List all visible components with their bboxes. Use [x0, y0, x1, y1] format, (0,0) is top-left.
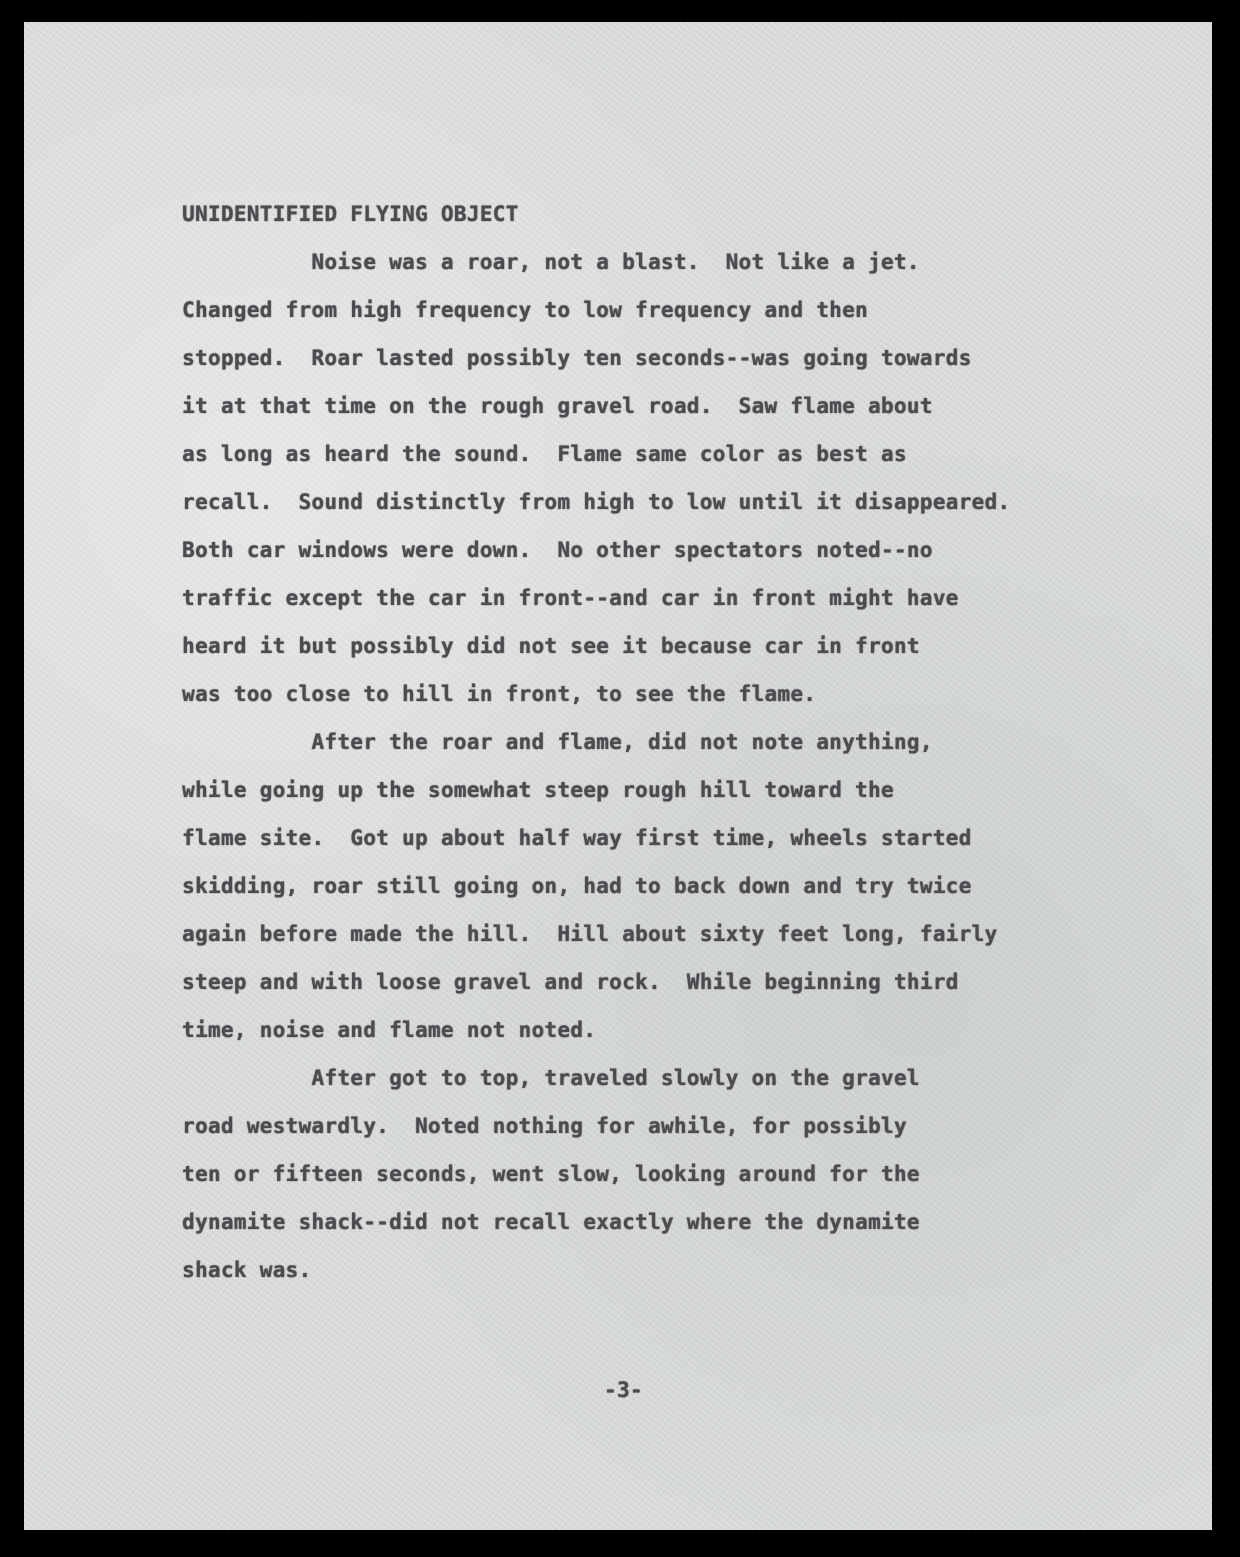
text-line: flame site. Got up about half way first time, wheels started	[182, 826, 972, 850]
page-number: -3-	[604, 1378, 643, 1402]
document-heading: UNIDENTIFIED FLYING OBJECT	[182, 202, 519, 226]
text-line: Both car windows were down. No other spectators noted--no	[182, 538, 933, 562]
text-line: was too close to hill in front, to see the flame.	[182, 682, 817, 706]
text-line: dynamite shack--did not recall exactly where the dynamite	[182, 1210, 920, 1234]
text-line: shack was.	[182, 1258, 312, 1282]
text-line: time, noise and flame not noted.	[182, 1018, 597, 1042]
paper-speck	[1184, 142, 1186, 144]
text-line: again before made the hill. Hill about sixty feet long, fairly	[182, 922, 998, 946]
text-line: After got to top, traveled slowly on the gravel	[182, 1066, 920, 1090]
text-line: stopped. Roar lasted possibly ten seconds--was going towards	[182, 346, 972, 370]
text-line: skidding, roar still going on, had to back down and try twice	[182, 874, 972, 898]
paper-speck	[1012, 46, 1014, 48]
text-line: it at that time on the rough gravel road. Saw flame about	[182, 394, 933, 418]
paper-speck	[76, 90, 78, 92]
text-line: road westwardly. Noted nothing for awhile, for possibly	[182, 1114, 907, 1138]
text-line: as long as heard the sound. Flame same color as best as	[182, 442, 907, 466]
text-line: ten or fifteen seconds, went slow, looking around for the	[182, 1162, 920, 1186]
text-line: traffic except the car in front--and car in front might have	[182, 586, 959, 610]
text-line: Noise was a roar, not a blast. Not like a jet.	[182, 250, 920, 274]
paper-speck	[170, 84, 172, 86]
text-line: heard it but possibly did not see it because car in front	[182, 634, 920, 658]
text-line: while going up the somewhat steep rough hill toward the	[182, 778, 894, 802]
text-line: recall. Sound distinctly from high to low until it disappeared.	[182, 490, 1011, 514]
text-line: Changed from high frequency to low frequency and then	[182, 298, 868, 322]
document-page	[24, 22, 1212, 1530]
text-line: After the roar and flame, did not note anything,	[182, 730, 933, 754]
text-line: steep and with loose gravel and rock. While beginning third	[182, 970, 959, 994]
